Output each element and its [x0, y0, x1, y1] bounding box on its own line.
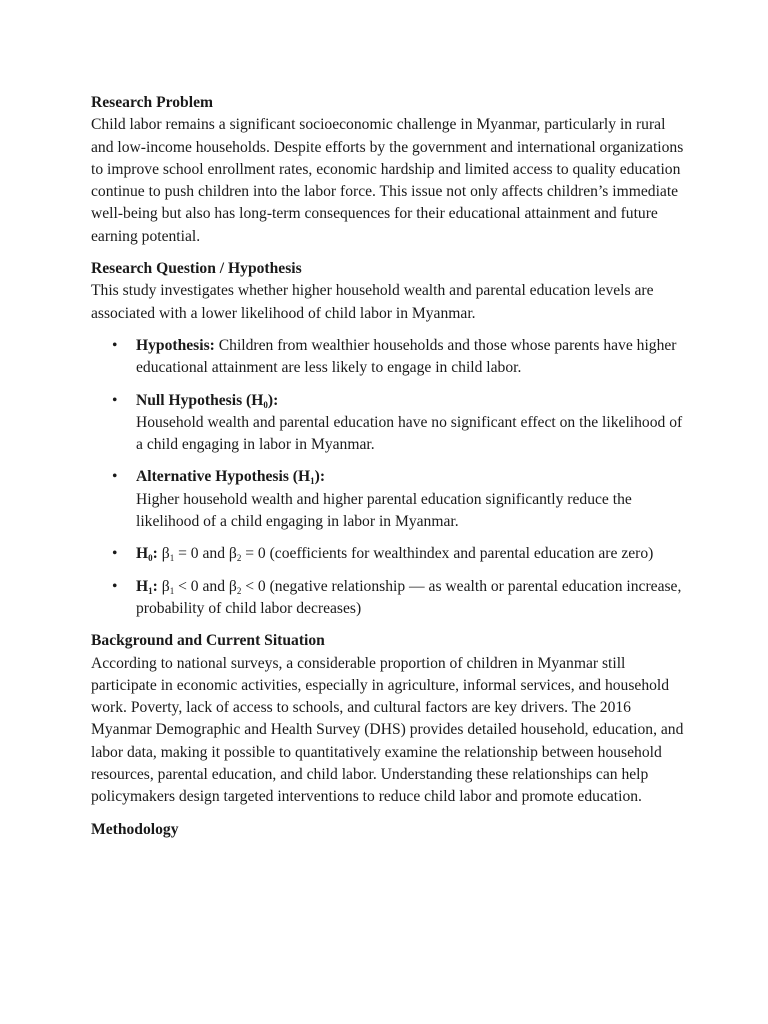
research-question-body: This study investigates whether higher household wealth and parental education levels are associated with a lower likelihood of child labor in Myanmar. — [91, 282, 654, 322]
alternative-hypothesis-label: Alternative Hypothesis $(H_1)$: — [136, 468, 326, 487]
research-question-heading: Research Question / Hypothesis — [91, 260, 302, 278]
hypothesis-list — [91, 335, 691, 620]
background-heading: Background and Current Situation — [91, 632, 325, 650]
bullet-icon: • — [112, 545, 118, 563]
hypothesis-label: Hypothesis: — [136, 336, 215, 354]
list-item-h1-formula — [91, 576, 691, 621]
null-hypothesis-text: Household wealth and parental education have no significant effect on the likelihood of a child engaging in labor in Myanmar. — [136, 413, 683, 454]
list-item-alternative-hypothesis — [91, 466, 691, 533]
h0-formula: $\beta_1 = 0$ and $\beta_2 = 0$ (coefficients for wealthindex and parental education are zero) — [157, 545, 654, 564]
alternative-hypothesis-text: Higher household wealth and higher parental education significantly reduce the likelihood of a child engaging in labor in Myanmar. — [136, 490, 632, 531]
null-hypothesis-label: Null Hypothesis $(H_0)$: — [136, 391, 279, 410]
h1-label: $H_1$: — [136, 577, 158, 596]
hypothesis-text: Children from wealthier households and those whose parents have higher educational attainment are less likely to engage in child labor. — [136, 336, 677, 377]
bullet-icon: • — [112, 336, 118, 354]
bullet-icon: • — [112, 577, 118, 595]
h0-label: $H_0$: — [136, 545, 158, 564]
list-item-hypothesis — [91, 335, 691, 380]
document-page — [91, 92, 691, 841]
h1-formula: $\beta_1 < 0$ and $\beta_2 < 0$ (negative relationship — as wealth or parental education increase, probability of child labor decreases) — [136, 577, 682, 617]
research-problem-heading: Research Problem — [91, 94, 213, 111]
list-item-h0-formula — [91, 543, 691, 565]
list-item-null-hypothesis — [91, 390, 691, 457]
research-problem-body: Child labor remains a significant socioeconomic challenge in Myanmar, particularly in rural and low-income households. Despite efforts by the government and international organizations to improve school enrollment rates, economic hardship and limited access to quality education continue to push children into the labor force. This issue not only affects children’s immediate well-being but also has long-term consequences for their educational attainment and future earning potential. — [91, 116, 684, 245]
background-body: According to national surveys, a considerable proportion of children in Myanmar still participate in economic activities, especially in agriculture, informal services, and household work. Poverty, lack of access to schools, and cultural factors are key drivers. The 2016 Myanmar Demographic and Health Survey (DHS) provides detailed household, education, and labor data, making it possible to quantitatively examine the relationship between household resources, parental education, and child labor. Understanding these relationships can help policymakers design targeted interventions to reduce child labor and promote education. — [91, 654, 684, 806]
methodology-heading: Methodology — [91, 820, 179, 838]
bullet-icon: • — [112, 468, 118, 486]
bullet-icon: • — [112, 391, 118, 409]
